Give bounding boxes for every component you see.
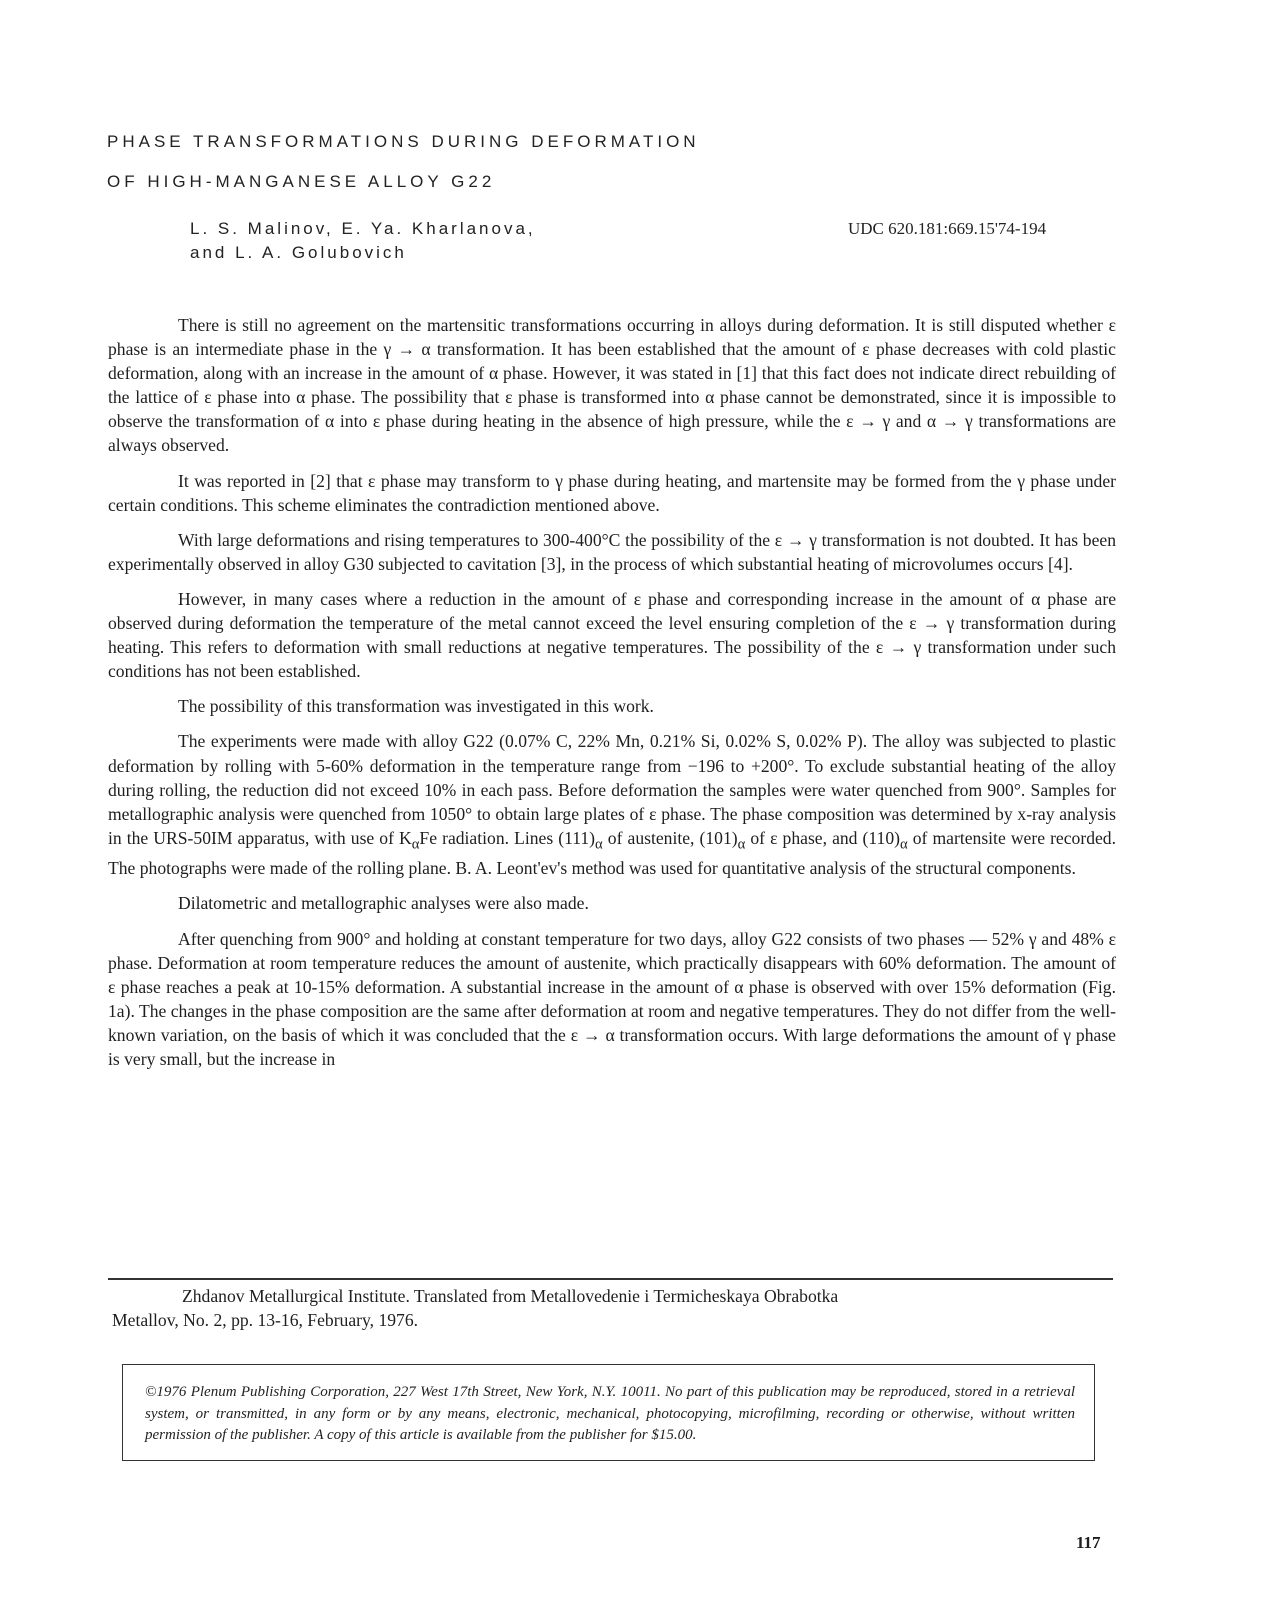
paper-title-line-2: OF HIGH-MANGANESE ALLOY G22 <box>107 172 496 191</box>
copyright-notice: ©1976 Plenum Publishing Corporation, 227 West 17th Street, New York, N.Y. 10011. No part of this publication may be reproduced, stored in a retrieval system, or transmitted, in any form or by any means, electronic, mechanical, photocopying, microfilming, recording or otherwise, without written permission of the publisher. A copy of this article is available from the publisher for $15.00. <box>145 1384 1075 1443</box>
paragraph-5: The possibility of this transformation was investigated in this work. <box>178 696 654 717</box>
footnote-line-1: Zhdanov Metallurgical Institute. Translated from Metallovedenie i Termicheskaya Obrabotka <box>182 1286 839 1306</box>
authors <box>190 217 536 265</box>
paragraph-4: However, in many cases where a reduction in the amount of ε phase and corresponding increase in the amount of α phase are observed during deformation the temperature of the metal cannot exceed the level ensuring completion of the ε → γ transformation during heating. This refers to deformation with small reductions at negative temperatures. The possibility of the ε → γ transformation under such conditions has not been established. <box>108 588 1116 682</box>
paragraph-1: There is still no agreement on the martensitic transformations occurring in alloys during deformation. It is still disputed whether ε phase is an intermediate phase in the γ → α transformation. It has been established that the amount of ε phase decreases with cold plastic deformation, along with an increase in the amount of α phase. However, it was stated in [1] that this fact does not indicate direct rebuilding of the lattice of ε phase into α phase. The possibility that ε phase is transformed into α phase cannot be demonstrated, since it is impossible to observe the transformation of α into ε phase during heating in the absence of high pressure, while the ε → γ and α → γ transformations are always observed. <box>108 315 1116 456</box>
footnote <box>112 1284 1102 1332</box>
paragraph-3: With large deformations and rising temperatures to 300-400°C the possibility of the ε → γ transformation is not doubted. It has been experimentally observed in alloy G30 subjected to cavitation [3], in the process of which substantial heating of microvolumes occurs [4]. <box>108 529 1116 574</box>
paragraph-8: After quenching from 900° and holding at constant temperature for two days, alloy G22 consists of two phases — 52% γ and 48% ε phase. Deformation at room temperature reduces the amount of austenite, which practically disappears with 60% deformation. The amount of ε phase reaches a peak at 10-15% deformation. A substantial increase in the amount of α phase is observed with over 15% deformation (Fig. 1a). The changes in the phase composition are the same after deformation at room and negative temperatures. They do not differ from the well-known variation, on the basis of which it was concluded that the ε → α transformation occurs. With large deformations the amount of γ phase is very small, but the increase in <box>108 928 1116 1070</box>
paragraph-2: It was reported in [2] that ε phase may transform to γ phase during heating, and martensite may be formed from the γ phase under certain conditions. This scheme eliminates the contradiction mentioned above. <box>108 470 1116 515</box>
page-number: 117 <box>1076 1533 1101 1552</box>
subscript-alpha: α <box>411 836 420 853</box>
paper-title-line-1: PHASE TRANSFORMATIONS DURING DEFORMATION <box>107 132 700 151</box>
authors-line-2: and L. A. Golubovich <box>190 243 407 262</box>
paragraph-6-part-d: of ε phase, and (110) <box>745 827 900 848</box>
subscript-alpha: α <box>900 836 908 853</box>
footnote-divider <box>108 1278 1113 1280</box>
copyright-box <box>122 1364 1095 1461</box>
paragraph-6-part-a: The experiments were made with alloy G22 (0.07% C, 22% Mn, 0.21% Si, 0.02% S, 0.02% P). The alloy was subjected to plastic deformation by rolling with 5-60% deformation in the temperature range from −196 to +200°. To exclude substantial heating of the alloy during rolling, the reduction did not exceed 10% in each pass. Before deformation the samples were water quenched from 900°. Samples for metallographic analysis were quenched from 1050° to obtain large plates of ε phase. The phase composition was determined by x-ray analysis in the URS-50IM apparatus, with use of K <box>108 731 1116 848</box>
paragraph-6-part-e: of martensite were recorded. The photographs were made of the rolling plane. B. A. Leont'ev's method was used for quantitative analysis of the structural components. <box>108 827 1116 879</box>
paragraph-6 <box>108 729 1116 880</box>
footnote-line-2: Metallov, No. 2, pp. 13-16, February, 1976. <box>112 1310 419 1330</box>
udc-code: UDC 620.181:669.15'74-194 <box>848 219 1047 238</box>
paragraph-6-part-b: Fe radiation. Lines (111) <box>419 827 596 848</box>
authors-line-1: L. S. Malinov, E. Ya. Kharlanova, <box>190 219 536 238</box>
subscript-alpha: α <box>595 836 603 853</box>
subscript-alpha: α <box>737 836 746 853</box>
paragraph-7: Dilatometric and metallographic analyses were also made. <box>178 893 589 914</box>
paragraph-6-part-c: of austenite, (101) <box>602 827 738 848</box>
article-body <box>108 313 1116 1082</box>
